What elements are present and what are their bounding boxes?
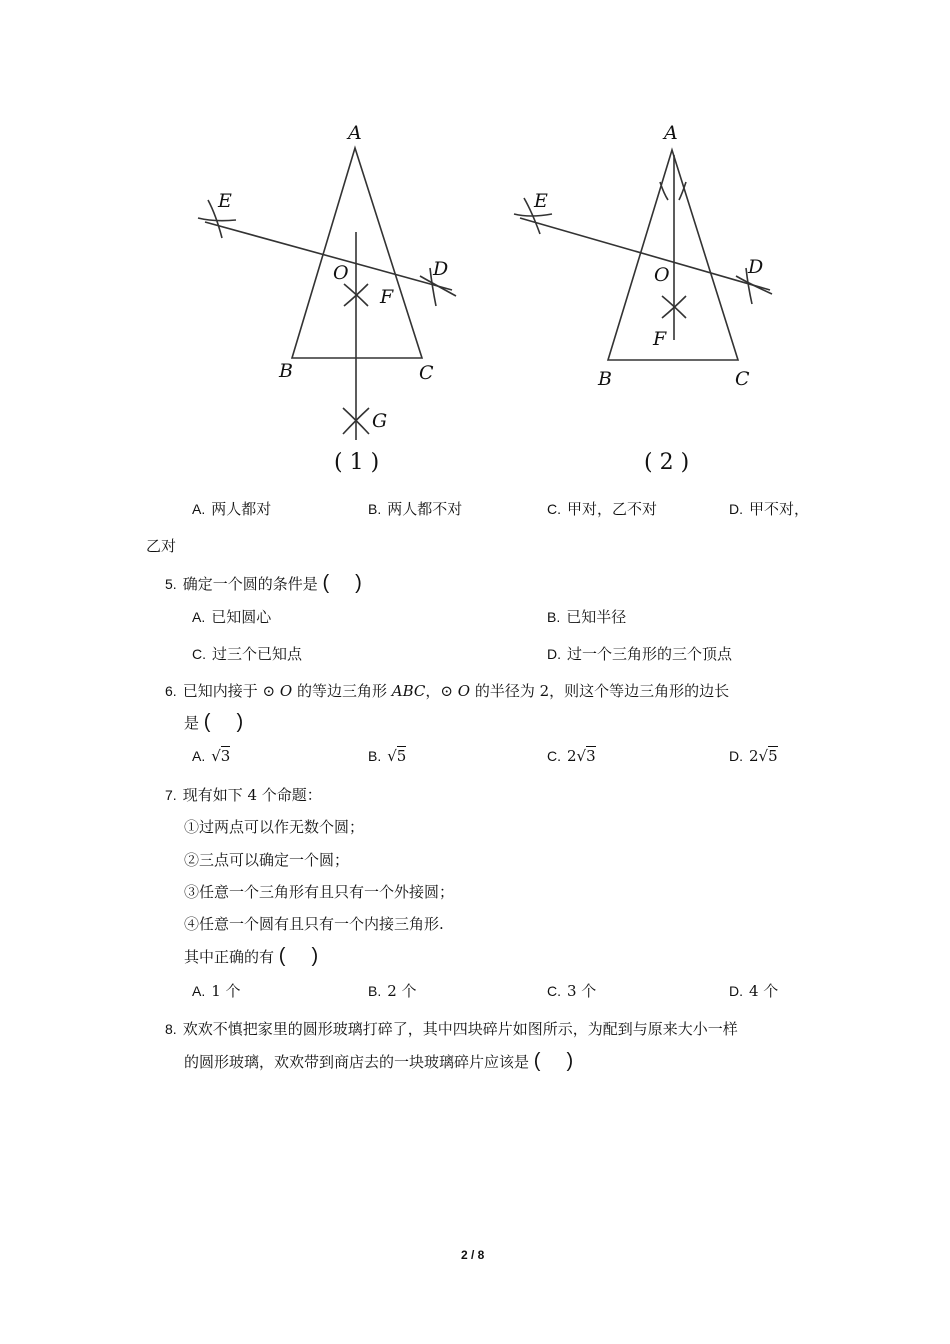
option-text: 甲不对， — [749, 500, 810, 518]
q7-option-a — [192, 980, 241, 1001]
option-radicand: 5 — [768, 747, 778, 765]
q4-option-b — [368, 498, 462, 519]
answer-paren-open: ( — [278, 945, 286, 967]
q6-option-a — [192, 747, 230, 765]
q7-item-2: ②三点可以确定一个圆； — [184, 851, 350, 869]
option-letter: B. — [368, 748, 382, 764]
q8-stem-line2 — [184, 1050, 573, 1073]
label-o1: O — [333, 262, 349, 284]
geometry-figure — [0, 0, 950, 500]
q6-option-c — [547, 747, 596, 765]
option-text: 1 个 — [211, 982, 241, 1000]
q4-option-d-wrap: 乙对 — [146, 537, 177, 555]
option-letter: C. — [547, 983, 561, 999]
answer-paren-close: ) — [311, 945, 319, 967]
option-radicand: 5 — [396, 747, 407, 765]
triangle-name: ABC — [391, 682, 426, 700]
sqrt-sign: √ — [211, 747, 221, 765]
q7-option-d — [729, 980, 778, 1001]
question-text: 其中正确的有 — [184, 948, 275, 966]
caption-fig1: ( 1 ) — [334, 450, 380, 475]
label-c1: C — [419, 362, 434, 384]
line-ed-2 — [520, 218, 770, 290]
triangle-abc-1 — [292, 148, 422, 358]
question-text-part4: 的半径为 2，则这个等边三角形的边长 — [474, 682, 730, 700]
q4-option-a — [192, 498, 271, 519]
label-e2: E — [534, 190, 548, 212]
q7-item-4: ④任意一个圆有且只有一个内接三角形. — [184, 915, 444, 933]
option-letter: C. — [547, 748, 561, 764]
q4-option-d — [729, 498, 809, 519]
option-letter: C. — [547, 501, 561, 517]
caption-fig2: ( 2 ) — [644, 450, 690, 475]
label-a1: A — [348, 122, 362, 144]
answer-paren-close: ) — [355, 572, 362, 594]
answer-paren-open: ( — [533, 1050, 541, 1072]
question-text-line1: 欢欢不慎把家里的圆形玻璃打碎了，其中四块碎片如图所示，为配到与原来大小一样 — [182, 1020, 738, 1038]
question-text-line2: 是 — [184, 714, 200, 732]
label-b2: B — [598, 368, 612, 390]
figure-2-drawing — [514, 150, 772, 360]
option-letter: B. — [368, 983, 382, 999]
option-radicand: 3 — [586, 747, 596, 765]
question-text-line2: 的圆形玻璃，欢欢带到商店去的一块玻璃碎片应该是 — [184, 1053, 530, 1071]
option-coef: 2 — [749, 747, 759, 765]
sqrt-sign: √ — [576, 747, 587, 765]
label-d1: D — [433, 258, 449, 280]
option-text: 2 个 — [387, 982, 417, 1000]
line-ed-1 — [205, 222, 452, 290]
option-text: 已知半径 — [566, 608, 627, 626]
option-letter: C. — [192, 646, 206, 662]
question-text: 确定一个圆的条件是 — [182, 575, 318, 593]
label-e1: E — [218, 190, 232, 212]
sqrt-sign: √ — [387, 747, 397, 765]
label-o2: O — [654, 264, 670, 286]
option-letter: A. — [192, 609, 206, 625]
question-text: 现有如下 4 个命题： — [182, 786, 322, 804]
q7-stem — [165, 784, 322, 805]
question-text-part1: 已知内接于 — [182, 682, 258, 700]
q5-option-d — [547, 643, 732, 664]
option-text: 两人都对 — [211, 500, 272, 518]
answer-paren-open: ( — [322, 572, 330, 594]
circle-center: O — [279, 682, 293, 700]
q5-option-a — [192, 606, 271, 627]
option-letter: D. — [729, 983, 743, 999]
q6-option-d — [729, 747, 778, 765]
q6-stem-line1 — [165, 680, 729, 701]
option-letter: D. — [729, 501, 743, 517]
q6-stem-line2 — [184, 711, 243, 734]
q6-option-b — [368, 747, 406, 765]
option-letter: A. — [192, 501, 206, 517]
question-number: 6. — [165, 683, 177, 699]
q7-item-1: ①过两点可以作无数个圆； — [184, 818, 365, 836]
page-number: 2 / 8 — [461, 1248, 485, 1262]
question-number: 5. — [165, 576, 177, 592]
q7-option-b — [368, 980, 417, 1001]
option-letter: D. — [729, 748, 743, 764]
option-text: 两人都不对 — [387, 500, 463, 518]
option-letter: B. — [368, 501, 382, 517]
arc-mark-d1 — [736, 276, 772, 294]
q5-option-b — [547, 606, 626, 627]
option-text: 4 个 — [749, 982, 779, 1000]
option-text: 过一个三角形的三个顶点 — [567, 645, 733, 663]
question-text-part3: ， — [425, 682, 441, 700]
option-letter: D. — [547, 646, 561, 662]
label-f1: F — [380, 286, 394, 308]
circle-symbol: ⊙ — [262, 682, 276, 700]
triangle-abc-2 — [608, 150, 738, 360]
figure-1-drawing — [198, 148, 456, 440]
q5-option-c — [192, 643, 302, 664]
option-coef: 2 — [567, 747, 577, 765]
option-radicand: 3 — [220, 747, 231, 765]
label-g1: G — [372, 410, 388, 432]
answer-paren-close: ) — [236, 711, 244, 733]
option-text: 已知圆心 — [211, 608, 272, 626]
answer-paren-close: ) — [566, 1050, 574, 1072]
label-b1: B — [279, 360, 293, 382]
q7-question — [184, 945, 318, 968]
option-text: 甲对，乙不对 — [567, 500, 658, 518]
q7-option-c — [547, 980, 596, 1001]
option-text: 过三个已知点 — [212, 645, 303, 663]
question-number: 7. — [165, 787, 177, 803]
arc-mark-a1 — [660, 182, 668, 200]
question-text-part2: 的等边三角形 — [296, 682, 387, 700]
label-a2: A — [664, 122, 678, 144]
option-text: 3 个 — [567, 982, 597, 1000]
answer-paren-open: ( — [203, 711, 211, 733]
sqrt-sign: √ — [758, 747, 769, 765]
option-letter: B. — [547, 609, 561, 625]
option-letter: A. — [192, 748, 206, 764]
q5-stem — [165, 572, 362, 595]
q4-option-c — [547, 498, 657, 519]
label-f2: F — [653, 328, 667, 350]
label-d2: D — [748, 256, 764, 278]
option-letter: A. — [192, 983, 206, 999]
circle-symbol: ⊙ — [440, 682, 453, 700]
label-c2: C — [735, 368, 750, 390]
question-number: 8. — [165, 1021, 177, 1037]
q7-item-3: ③任意一个三角形有且只有一个外接圆； — [184, 883, 455, 901]
q8-stem-line1 — [165, 1018, 738, 1039]
circle-center: O — [457, 682, 471, 700]
